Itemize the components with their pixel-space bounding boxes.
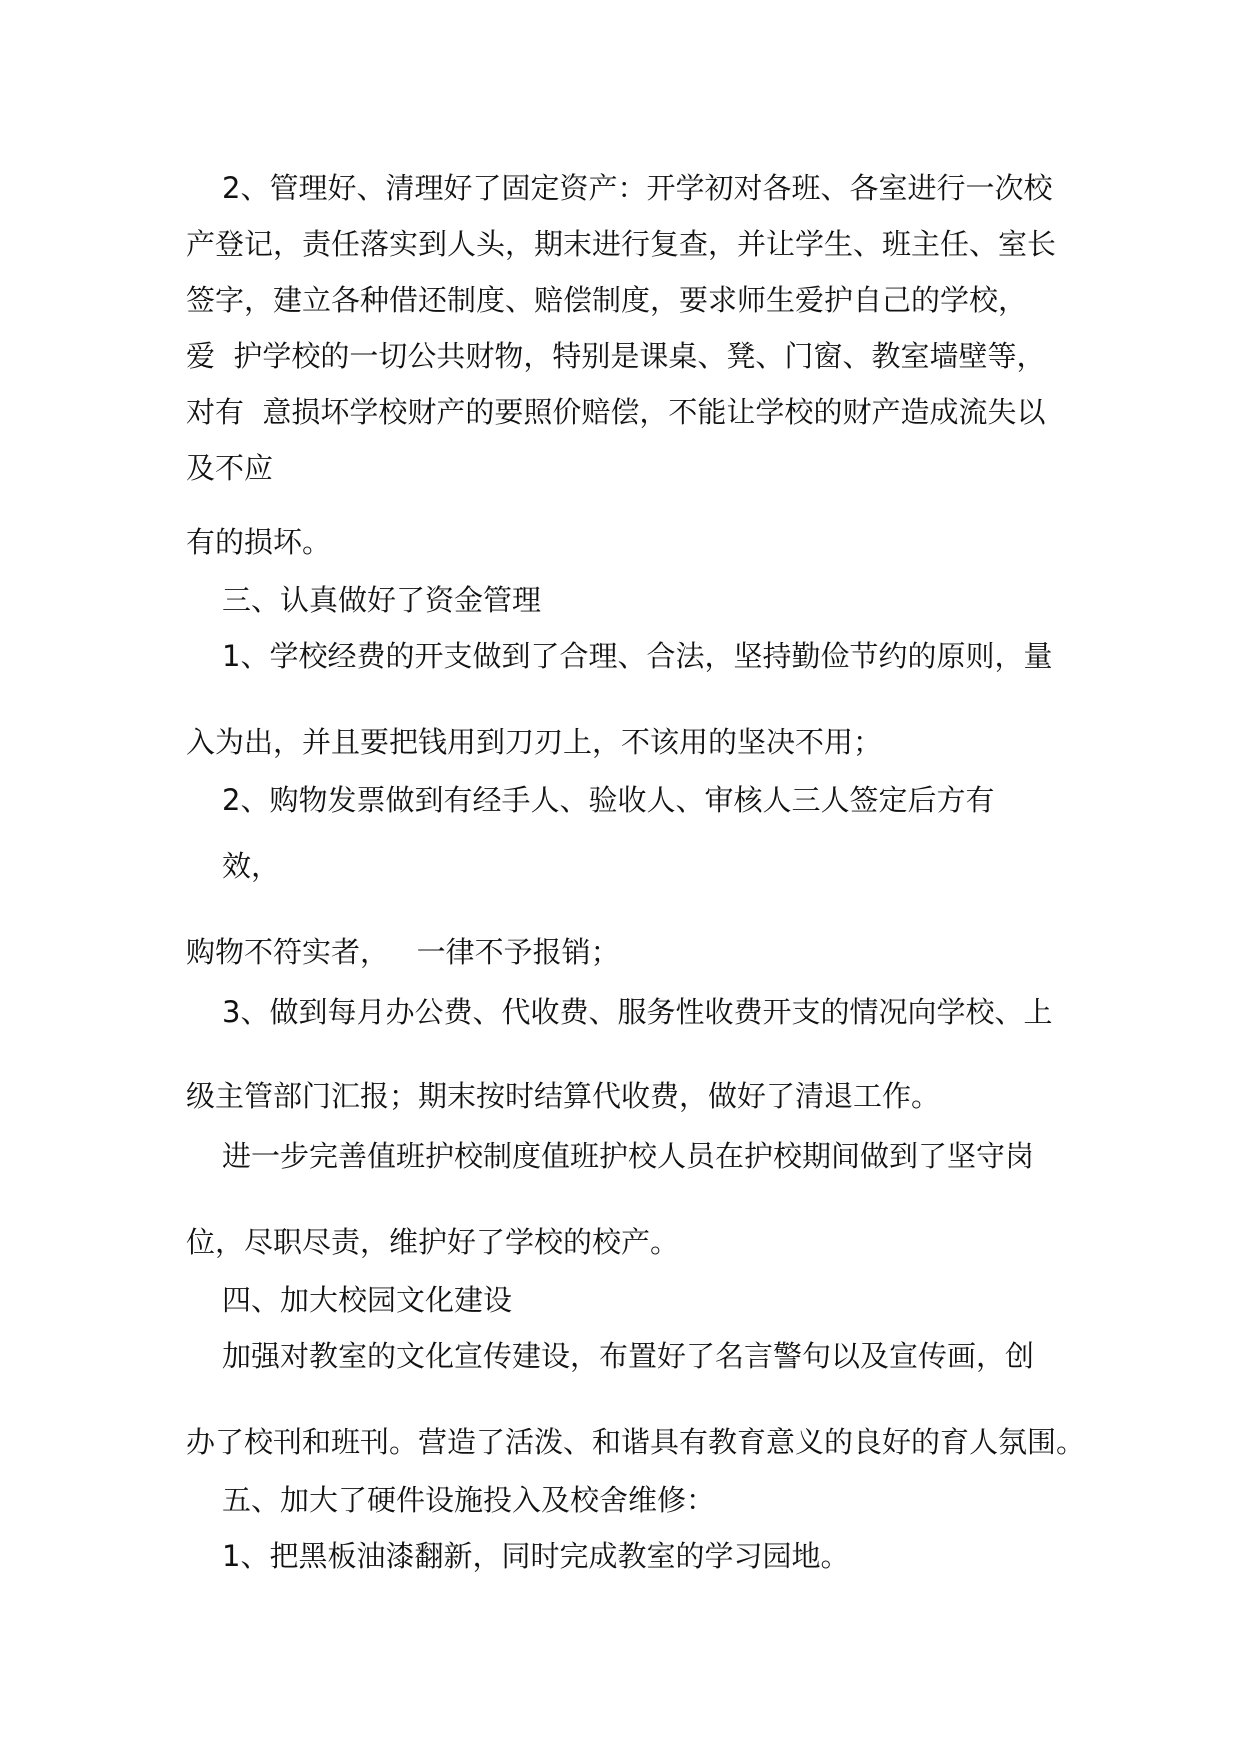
text-line: 位，尽职尽责，维护好了学校的校产。 — [186, 1225, 680, 1259]
text-line: 进一步完善值班护校制度值班护校人员在护校期间做到了坚守岗 — [222, 1139, 1035, 1173]
text-line: 2、购物发票做到有经手人、验收人、审核人三人签定后方有 — [222, 783, 995, 817]
text-line: 及不应 — [186, 451, 274, 485]
text-line: 有的损坏。 — [186, 525, 332, 559]
text-line: 1、学校经费的开支做到了合理、合法，坚持勤俭节约的原则，量 — [222, 639, 1053, 673]
text-line: 入为出，并且要把钱用到刀刃上，不该用的坚决不用； — [186, 725, 883, 759]
section-heading: 三、认真做好了资金管理 — [222, 583, 542, 617]
text-line: 购物不符实者， 一律不予报销； — [186, 935, 620, 969]
text-line: 办了校刊和班刊。营造了活泼、和谐具有教育意义的良好的育人氛围。 — [186, 1425, 1086, 1459]
section-heading: 四、加大校园文化建设 — [222, 1283, 513, 1317]
text-line: 加强对教室的文化宣传建设，布置好了名言警句以及宣传画，创 — [222, 1339, 1035, 1373]
text-line: 效， — [222, 849, 281, 883]
text-line: 签字，建立各种借还制度、赔偿制度，要求师生爱护自己的学校， — [186, 283, 1028, 317]
text-line: 3、做到每月办公费、代收费、服务性收费开支的情况向学校、上 — [222, 995, 1053, 1029]
section-heading: 五、加大了硬件设施投入及校舍维修： — [222, 1483, 716, 1517]
text-line: 1、把黑板油漆翻新，同时完成教室的学习园地。 — [222, 1539, 850, 1573]
text-line: 2、管理好、清理好了固定资产：开学初对各班、各室进行一次校 — [222, 171, 1053, 205]
text-line: 爱 护学校的一切公共财物，特别是课桌、凳、门窗、教室墙壁等， — [186, 339, 1046, 373]
text-line: 对有 意损坏学校财产的要照价赔偿，不能让学校的财产造成流失以 — [186, 395, 1046, 429]
text-line: 级主管部门汇报；期末按时结算代收费，做好了清退工作。 — [186, 1079, 941, 1113]
text-line: 产登记，责任落实到人头，期末进行复查，并让学生、班主任、室长 — [186, 227, 1057, 261]
